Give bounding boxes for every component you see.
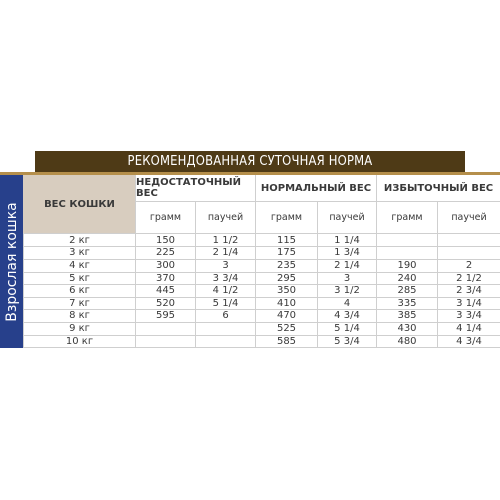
cell-underweight-pouches	[196, 336, 255, 347]
cell-weight: 7 кг	[69, 297, 90, 309]
cell-underweight-grams: 225	[155, 247, 176, 259]
cell-overweight-pouches: 3 3/4	[456, 310, 482, 322]
subheader-normal-grams: грамм	[270, 212, 303, 223]
cell-overweight-pouches: 4 1/4	[456, 323, 482, 334]
cell-overweight-pouches: 3 1/4	[456, 297, 482, 309]
cell-normal-grams: 175	[276, 247, 297, 259]
cell-underweight-pouches: 2 1/4	[212, 247, 239, 259]
cell-normal-grams: 350	[276, 285, 297, 297]
subheader-normal-pouches: паучей	[329, 212, 365, 223]
cell-overweight-grams: 285	[397, 285, 417, 297]
cell-weight: 2 кг	[69, 234, 90, 246]
cell-overweight-grams: 190	[397, 260, 417, 271]
cell-underweight-grams	[136, 336, 195, 347]
cell-weight: 3 кг	[69, 247, 90, 259]
cell-normal-grams: 585	[276, 335, 297, 347]
cell-underweight-grams: 150	[155, 234, 176, 246]
cell-underweight-pouches: 5 1/4	[212, 297, 239, 309]
side-label-bar	[0, 175, 24, 348]
cell-normal-pouches: 5 3/4	[334, 335, 360, 347]
cell-overweight-pouches: 2 3/4	[456, 285, 482, 297]
cell-overweight-pouches: 2	[465, 260, 473, 271]
cell-weight: 8 кг	[69, 310, 90, 322]
cell-overweight-grams: 480	[397, 335, 417, 347]
cell-normal-grams: 525	[276, 323, 297, 334]
cell-underweight-grams	[136, 323, 195, 334]
grid-line	[23, 347, 500, 348]
cell-normal-pouches: 3	[343, 272, 351, 284]
cell-weight: 4 кг	[69, 260, 90, 271]
cell-overweight-pouches	[438, 247, 500, 258]
cell-underweight-pouches: 3	[222, 260, 229, 271]
subheader-underweight-grams: грамм	[149, 212, 182, 223]
cell-underweight-pouches: 6	[222, 310, 229, 322]
cell-weight: 10 кг	[65, 335, 94, 347]
cell-normal-pouches: 3 1/2	[334, 285, 360, 297]
cell-normal-pouches: 4	[343, 297, 351, 309]
subheader-overweight-pouches: паучей	[451, 212, 487, 223]
cell-overweight-grams	[377, 235, 437, 246]
cell-normal-pouches: 2 1/4	[334, 260, 360, 271]
cell-underweight-grams: 595	[155, 310, 176, 322]
cell-normal-grams: 295	[276, 272, 297, 284]
cell-overweight-grams: 430	[397, 323, 417, 334]
subheader-overweight-grams: грамм	[391, 212, 423, 223]
table-title: РЕКОМЕНДОВАННАЯ СУТОЧНАЯ НОРМА	[35, 151, 465, 172]
subheader-underweight-pouches: паучей	[207, 212, 244, 223]
cell-underweight-pouches: 3 3/4	[212, 272, 239, 284]
cell-normal-grams: 235	[276, 260, 297, 271]
cell-weight: 6 кг	[69, 285, 90, 297]
cell-underweight-grams: 300	[155, 260, 176, 271]
cell-weight: 5 кг	[69, 272, 90, 284]
cell-overweight-pouches: 4 3/4	[456, 335, 482, 347]
cell-underweight-pouches	[196, 323, 255, 334]
side-label: Взрослая кошка	[3, 201, 20, 322]
cell-overweight-grams: 335	[397, 297, 417, 309]
group-header-overweight: ИЗБЫТОЧНЫЙ ВЕС	[377, 175, 500, 202]
cell-normal-pouches: 1 1/4	[334, 234, 360, 246]
cell-underweight-pouches: 4 1/2	[212, 285, 239, 297]
cell-overweight-pouches	[438, 235, 500, 246]
cell-normal-pouches: 1 3/4	[334, 247, 360, 259]
cell-normal-grams: 115	[276, 234, 297, 246]
cell-weight: 9 кг	[69, 323, 90, 334]
cell-normal-grams: 470	[276, 310, 297, 322]
cell-overweight-grams	[377, 247, 437, 258]
weight-column-header: ВЕС КОШКИ	[23, 175, 136, 233]
cell-underweight-pouches: 1 1/2	[212, 234, 239, 246]
group-header-normal: НОРМАЛЬНЫЙ ВЕС	[256, 175, 376, 202]
cell-overweight-pouches: 2 1/2	[456, 272, 482, 284]
group-header-underweight: НЕДОСТАТОЧНЫЙ ВЕС	[136, 175, 255, 202]
cell-overweight-grams: 385	[397, 310, 417, 322]
cell-underweight-grams: 445	[155, 285, 176, 297]
cell-underweight-grams: 370	[155, 272, 176, 284]
cell-underweight-grams: 520	[155, 297, 176, 309]
cell-normal-pouches: 4 3/4	[334, 310, 360, 322]
cell-normal-pouches: 5 1/4	[334, 323, 360, 334]
cell-overweight-grams: 240	[397, 272, 417, 284]
cell-normal-grams: 410	[276, 297, 297, 309]
